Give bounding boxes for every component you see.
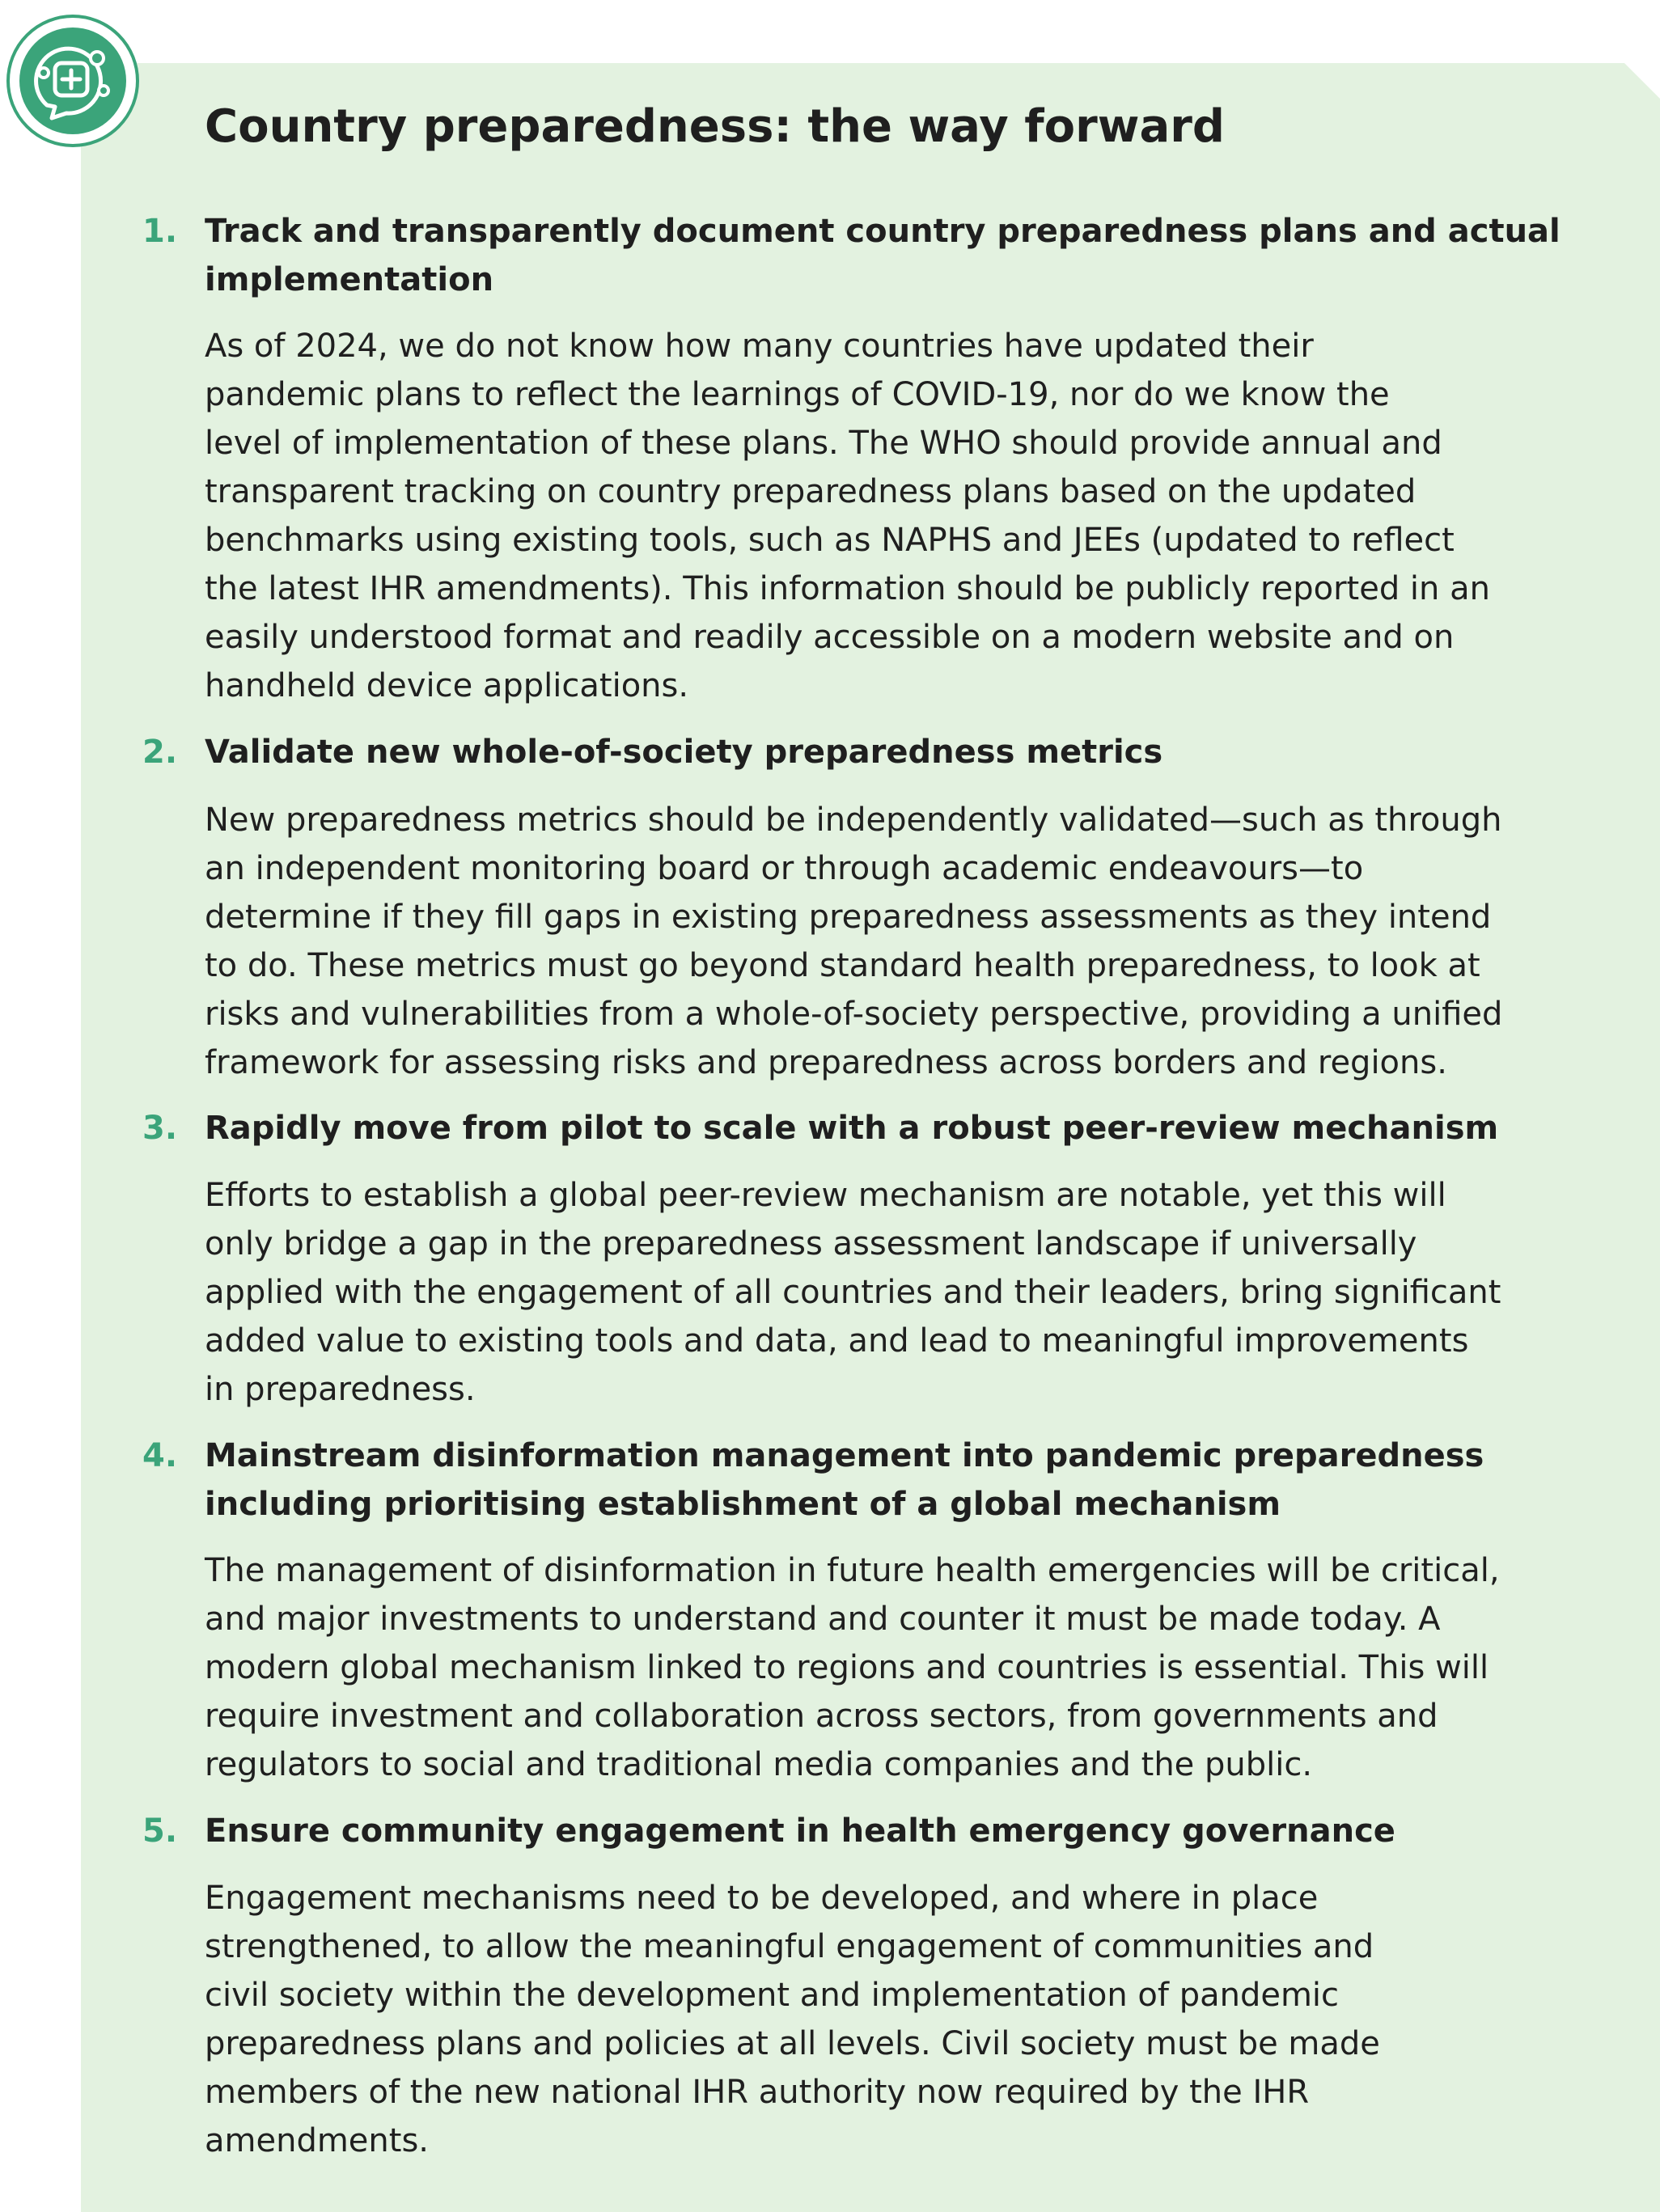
body-line: handheld device applications.	[205, 667, 689, 704]
item-heading	[205, 1807, 1612, 1855]
body-line: an independent monitoring board or through academic endeavours—to	[205, 850, 1364, 887]
body-line: risks and vulnerabilities from a whole-of-society perspective, providing a unified	[205, 996, 1503, 1033]
body-line: in preparedness.	[205, 1371, 476, 1408]
heading-line: Rapidly move from pilot to scale with a robust peer-review mechanism	[205, 1110, 1499, 1147]
body-line: require investment and collaboration across sectors, from governments and	[205, 1698, 1438, 1735]
item-body	[205, 796, 1604, 1087]
item-heading	[205, 1432, 1612, 1529]
item-heading	[205, 1104, 1612, 1153]
body-line: pandemic plans to reflect the learnings of COVID-19, nor do we know the	[205, 376, 1390, 413]
heading-line: Mainstream disinformation management into pandemic preparedness	[205, 1437, 1484, 1474]
body-line: applied with the engagement of all countries and their leaders, bring significant	[205, 1274, 1501, 1311]
item-number: 5.	[142, 1812, 178, 1850]
body-line: As of 2024, we do not know how many countries have updated their	[205, 328, 1314, 365]
body-line: benchmarks using existing tools, such as NAPHS and JEEs (updated to reflect	[205, 522, 1455, 559]
body-line: modern global mechanism linked to regions and countries is essential. This will	[205, 1649, 1489, 1686]
body-line: Engagement mechanisms need to be developed, and where in place	[205, 1880, 1319, 1917]
item-number: 1.	[142, 213, 178, 250]
body-line: the latest IHR amendments). This information should be publicly reported in an	[205, 570, 1490, 607]
item-number: 3.	[142, 1110, 178, 1147]
item-body	[205, 1546, 1604, 1789]
body-line: amendments.	[205, 2122, 429, 2159]
body-line: The management of disinformation in future health emergencies will be critical,	[205, 1552, 1500, 1589]
item-number: 4.	[142, 1437, 178, 1474]
item-body	[205, 322, 1604, 710]
body-line: framework for assessing risks and preparedness across borders and regions.	[205, 1044, 1447, 1081]
body-line: only bridge a gap in the preparedness assessment landscape if universally	[205, 1225, 1417, 1262]
heading-line: Ensure community engagement in health emergency governance	[205, 1812, 1395, 1850]
body-line: members of the new national IHR authority now required by the IHR	[205, 2074, 1310, 2111]
item-heading	[205, 728, 1612, 776]
body-line: easily understood format and readily accessible on a modern website and on	[205, 619, 1455, 656]
body-line: determine if they fill gaps in existing preparedness assessments as they intend	[205, 899, 1492, 936]
body-line: and major investments to understand and counter it must be made today. A	[205, 1601, 1441, 1638]
heading-line: Validate new whole-of-society preparedness metrics	[205, 734, 1163, 771]
item-body	[205, 1874, 1604, 2165]
body-line: level of implementation of these plans. The WHO should provide annual and	[205, 425, 1442, 462]
body-line: regulators to social and traditional media companies and the public.	[205, 1746, 1313, 1783]
heading-line: including prioritising establishment of a global mechanism	[205, 1486, 1281, 1523]
body-line: Efforts to establish a global peer-review mechanism are notable, yet this will	[205, 1177, 1446, 1214]
body-line: added value to existing tools and data, and lead to meaningful improvements	[205, 1322, 1469, 1360]
body-line: strengthened, to allow the meaningful engagement of communities and	[205, 1928, 1374, 1965]
item-heading	[205, 207, 1612, 304]
body-line: to do. These metrics must go beyond standard health preparedness, to look at	[205, 947, 1480, 984]
body-line: transparent tracking on country preparedness plans based on the updated	[205, 473, 1417, 510]
heading-line: implementation	[205, 261, 494, 298]
body-line: New preparedness metrics should be independently validated—such as through	[205, 801, 1502, 839]
item-body	[205, 1171, 1604, 1414]
health-chat-icon	[19, 27, 126, 134]
heading-line: Track and transparently document country preparedness plans and actual	[205, 213, 1560, 250]
body-line: civil society within the development and implementation of pandemic	[205, 1977, 1340, 2014]
body-line: preparedness plans and policies at all levels. Civil society must be made	[205, 2025, 1380, 2062]
section-badge	[6, 15, 139, 147]
page-title: Country preparedness: the way forward	[205, 100, 1225, 153]
item-number: 2.	[142, 734, 178, 771]
